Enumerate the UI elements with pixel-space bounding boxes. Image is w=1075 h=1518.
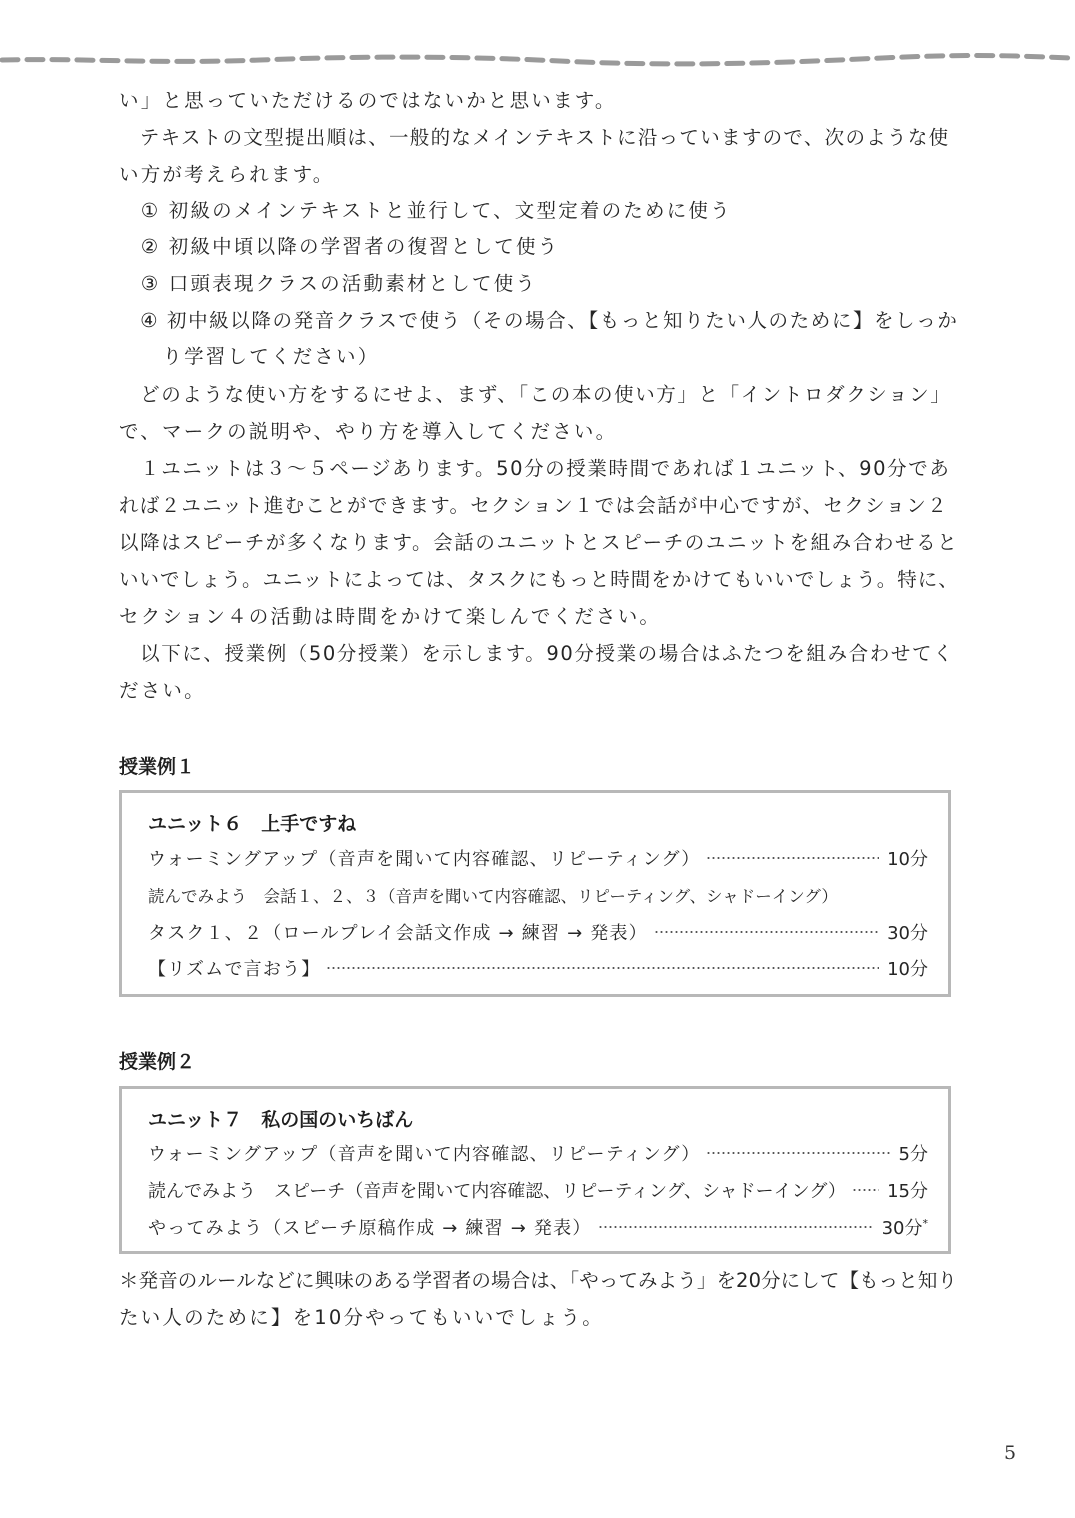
list-item: ③ 口頭表現クラスの活動素材として使う bbox=[119, 272, 538, 295]
footnote-line: たい人のために】を10分やってもいいでしょう。 bbox=[119, 1306, 604, 1329]
dot-leader bbox=[326, 967, 879, 969]
lesson-example-heading: 授業例２ bbox=[119, 1051, 196, 1073]
paragraph-line: 以降はスピーチが多くなります。会話のユニットとスピーチのユニットを組み合わせると bbox=[119, 531, 959, 554]
paragraph-line: れば２ユニット進むことができます。セクション１では会話が中心ですが、セクション２ bbox=[119, 494, 948, 517]
paragraph-line: １ユニットは３～５ページあります。50分の授業時間であれば１ユニット、90分であ bbox=[119, 457, 951, 480]
paragraph-line: い」と思っていただけるのではないかと思います。 bbox=[119, 89, 617, 112]
dot-leader bbox=[706, 1152, 890, 1154]
paragraph-line: ださい。 bbox=[119, 679, 206, 702]
dot-leader bbox=[654, 931, 879, 933]
page-number: 5 bbox=[1004, 1442, 1017, 1464]
activity-label: やってみよう（スピーチ原稿作成 → 練習 → 発表） bbox=[148, 1218, 592, 1239]
list-item-continuation: り学習してください） bbox=[119, 345, 380, 368]
unit-title: ユニット７ 私の国のいちばん bbox=[148, 1109, 414, 1131]
lesson-row bbox=[148, 1212, 928, 1242]
list-item: ① 初級のメインテキストと並行して、文型定着のために使う bbox=[119, 199, 732, 222]
paragraph-line: テキストの文型提出順は、一般的なメインテキストに沿っていますので、次のような使 bbox=[119, 126, 950, 149]
paragraph-line: で、マークの説明や、やり方を導入してください。 bbox=[119, 420, 618, 443]
decorative-top-border bbox=[0, 46, 1075, 70]
list-item: ④ 初中級以降の発音クラスで使う（その場合、【もっと知りたい人のために】をしっか bbox=[119, 309, 959, 332]
paragraph-line: どのような使い方をするにせよ、まず、「この本の使い方」と「イントロダクション」 bbox=[119, 383, 952, 406]
activity-label: 【リズムで言おう】 bbox=[148, 959, 321, 980]
lesson-row bbox=[148, 1138, 928, 1168]
activity-time: 15分 bbox=[887, 1181, 928, 1202]
lesson-row bbox=[148, 880, 928, 910]
activity-label: ウォーミングアップ（音声を聞いて内容確認、リピーティング） bbox=[148, 849, 701, 870]
unit-title: ユニット６ 上手ですね bbox=[148, 813, 357, 835]
paragraph-line: い方が考えられます。 bbox=[119, 163, 335, 186]
lesson-row bbox=[148, 917, 928, 947]
activity-time: 10分 bbox=[887, 849, 928, 870]
paragraph-line: セクション４の活動は時間をかけて楽しんでください。 bbox=[119, 605, 662, 628]
lesson-row bbox=[148, 953, 928, 983]
dot-leader bbox=[706, 857, 879, 859]
activity-label: タスク１、２（ロールプレイ会話文作成 → 練習 → 発表） bbox=[148, 923, 648, 944]
paragraph-line: いいでしょう。ユニットによっては、タスクにもっと時間をかけてもいいでしょう。特に、 bbox=[119, 568, 959, 591]
lesson-row bbox=[148, 843, 928, 873]
lesson-row bbox=[148, 1175, 928, 1205]
lesson-example-box bbox=[119, 1086, 951, 1254]
activity-label: 読んでみよう スピーチ（音声を聞いて内容確認、リピーティング、シャドーイング） bbox=[148, 1181, 846, 1202]
lesson-example-box bbox=[119, 790, 951, 997]
lesson-example-heading: 授業例１ bbox=[119, 756, 196, 778]
activity-label: ウォーミングアップ（音声を聞いて内容確認、リピーティング） bbox=[148, 1144, 701, 1165]
activity-time bbox=[882, 1214, 928, 1240]
activity-time: 30分 bbox=[887, 923, 928, 944]
footnote-mark: * bbox=[922, 1217, 928, 1230]
activity-time: 10分 bbox=[887, 959, 928, 980]
paragraph-line: 以下に、授業例（50分授業）を示します。90分授業の場合はふたつを組み合わせてく bbox=[119, 642, 955, 665]
activity-label: 読んでみよう 会話１、２、３（音声を聞いて内容確認、リピーティング、シャドーイング） bbox=[148, 887, 838, 906]
dot-leader bbox=[598, 1226, 874, 1228]
list-item: ② 初級中頃以降の学習者の復習として使う bbox=[119, 235, 560, 258]
dot-leader bbox=[852, 1189, 879, 1191]
activity-time: 5分 bbox=[898, 1144, 928, 1165]
footnote-line: ＊発音のルールなどに興味のある学習者の場合は、「やってみよう」を20分にして【もっと知り bbox=[119, 1269, 958, 1292]
time-value: 30分 bbox=[881, 1218, 923, 1239]
